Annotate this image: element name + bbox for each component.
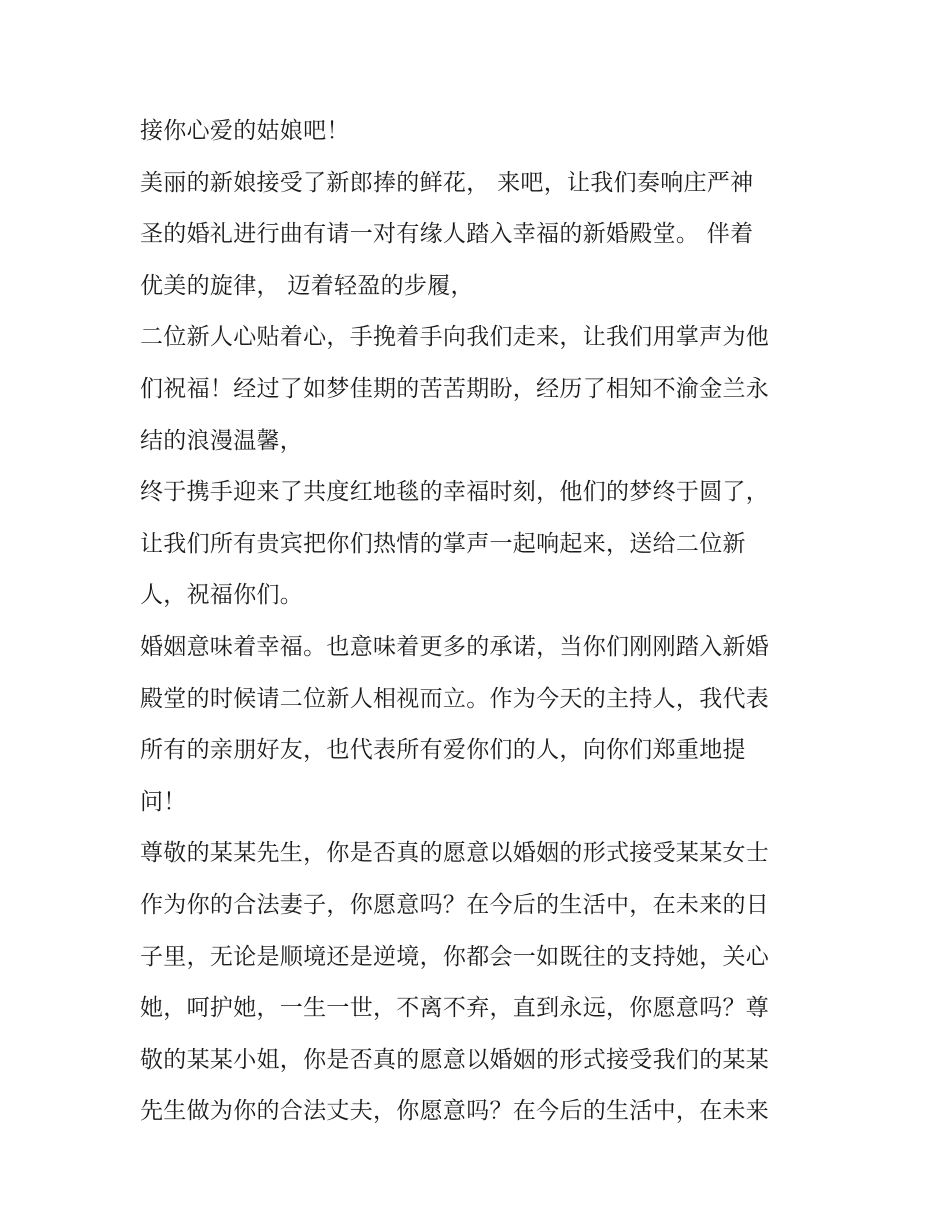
text-line: 让我们所有贵宾把你们热情的掌声一起响起来，送给二位新 [140, 530, 746, 557]
text-line: 终于携手迎来了共度红地毯的幸福时刻，他们的梦终于圆了， [140, 479, 770, 506]
text-line: 她，呵护她，一生一世，不离不弃，直到永远，你愿意吗？尊 [140, 995, 770, 1022]
text-line: 作为你的合法妻子，你愿意吗？在今后的生活中，在未来的日 [140, 891, 770, 918]
text-line: 所有的亲朋好友，也代表所有爱你们的人，向你们郑重地提 [140, 737, 746, 764]
text-line: 圣的婚礼进行曲有请一对有缘人踏入幸福的新婚殿堂。 伴着 [140, 221, 754, 248]
text-line: 接你心爱的姑娘吧！ [140, 118, 350, 144]
text-line: 问！ [140, 788, 187, 815]
document-body [140, 106, 816, 1138]
text-line: 们祝福！经过了如梦佳期的苦苦期盼，经历了相知不渝金兰永 [140, 375, 770, 402]
text-line: 人，祝福你们。 [140, 582, 304, 609]
text-line: 敬的某某小姐，你是否真的愿意以婚姻的形式接受我们的某某 [140, 1046, 770, 1073]
text-line: 优美的旋律， 迈着轻盈的步履， [140, 272, 474, 299]
text-line: 婚姻意味着幸福。也意味着更多的承诺，当你们刚刚踏入新婚 [140, 633, 770, 660]
text-line: 先生做为你的合法丈夫，你愿意吗？在今后的生活中，在未来 [140, 1098, 770, 1125]
text-line: 结的浪漫温馨， [140, 427, 304, 454]
text-line: 美丽的新娘接受了新郎捧的鲜花， 来吧，让我们奏响庄严神 [140, 169, 754, 196]
text-line: 殿堂的时候请二位新人相视而立。作为今天的主持人，我代表 [140, 685, 770, 712]
text-line: 二位新人心贴着心，手挽着手向我们走来，让我们用掌声为他 [140, 324, 770, 351]
text-line: 尊敬的某某先生，你是否真的愿意以婚姻的形式接受某某女士 [140, 840, 770, 867]
text-line: 子里，无论是顺境还是逆境，你都会一如既往的支持她，关心 [140, 943, 770, 970]
